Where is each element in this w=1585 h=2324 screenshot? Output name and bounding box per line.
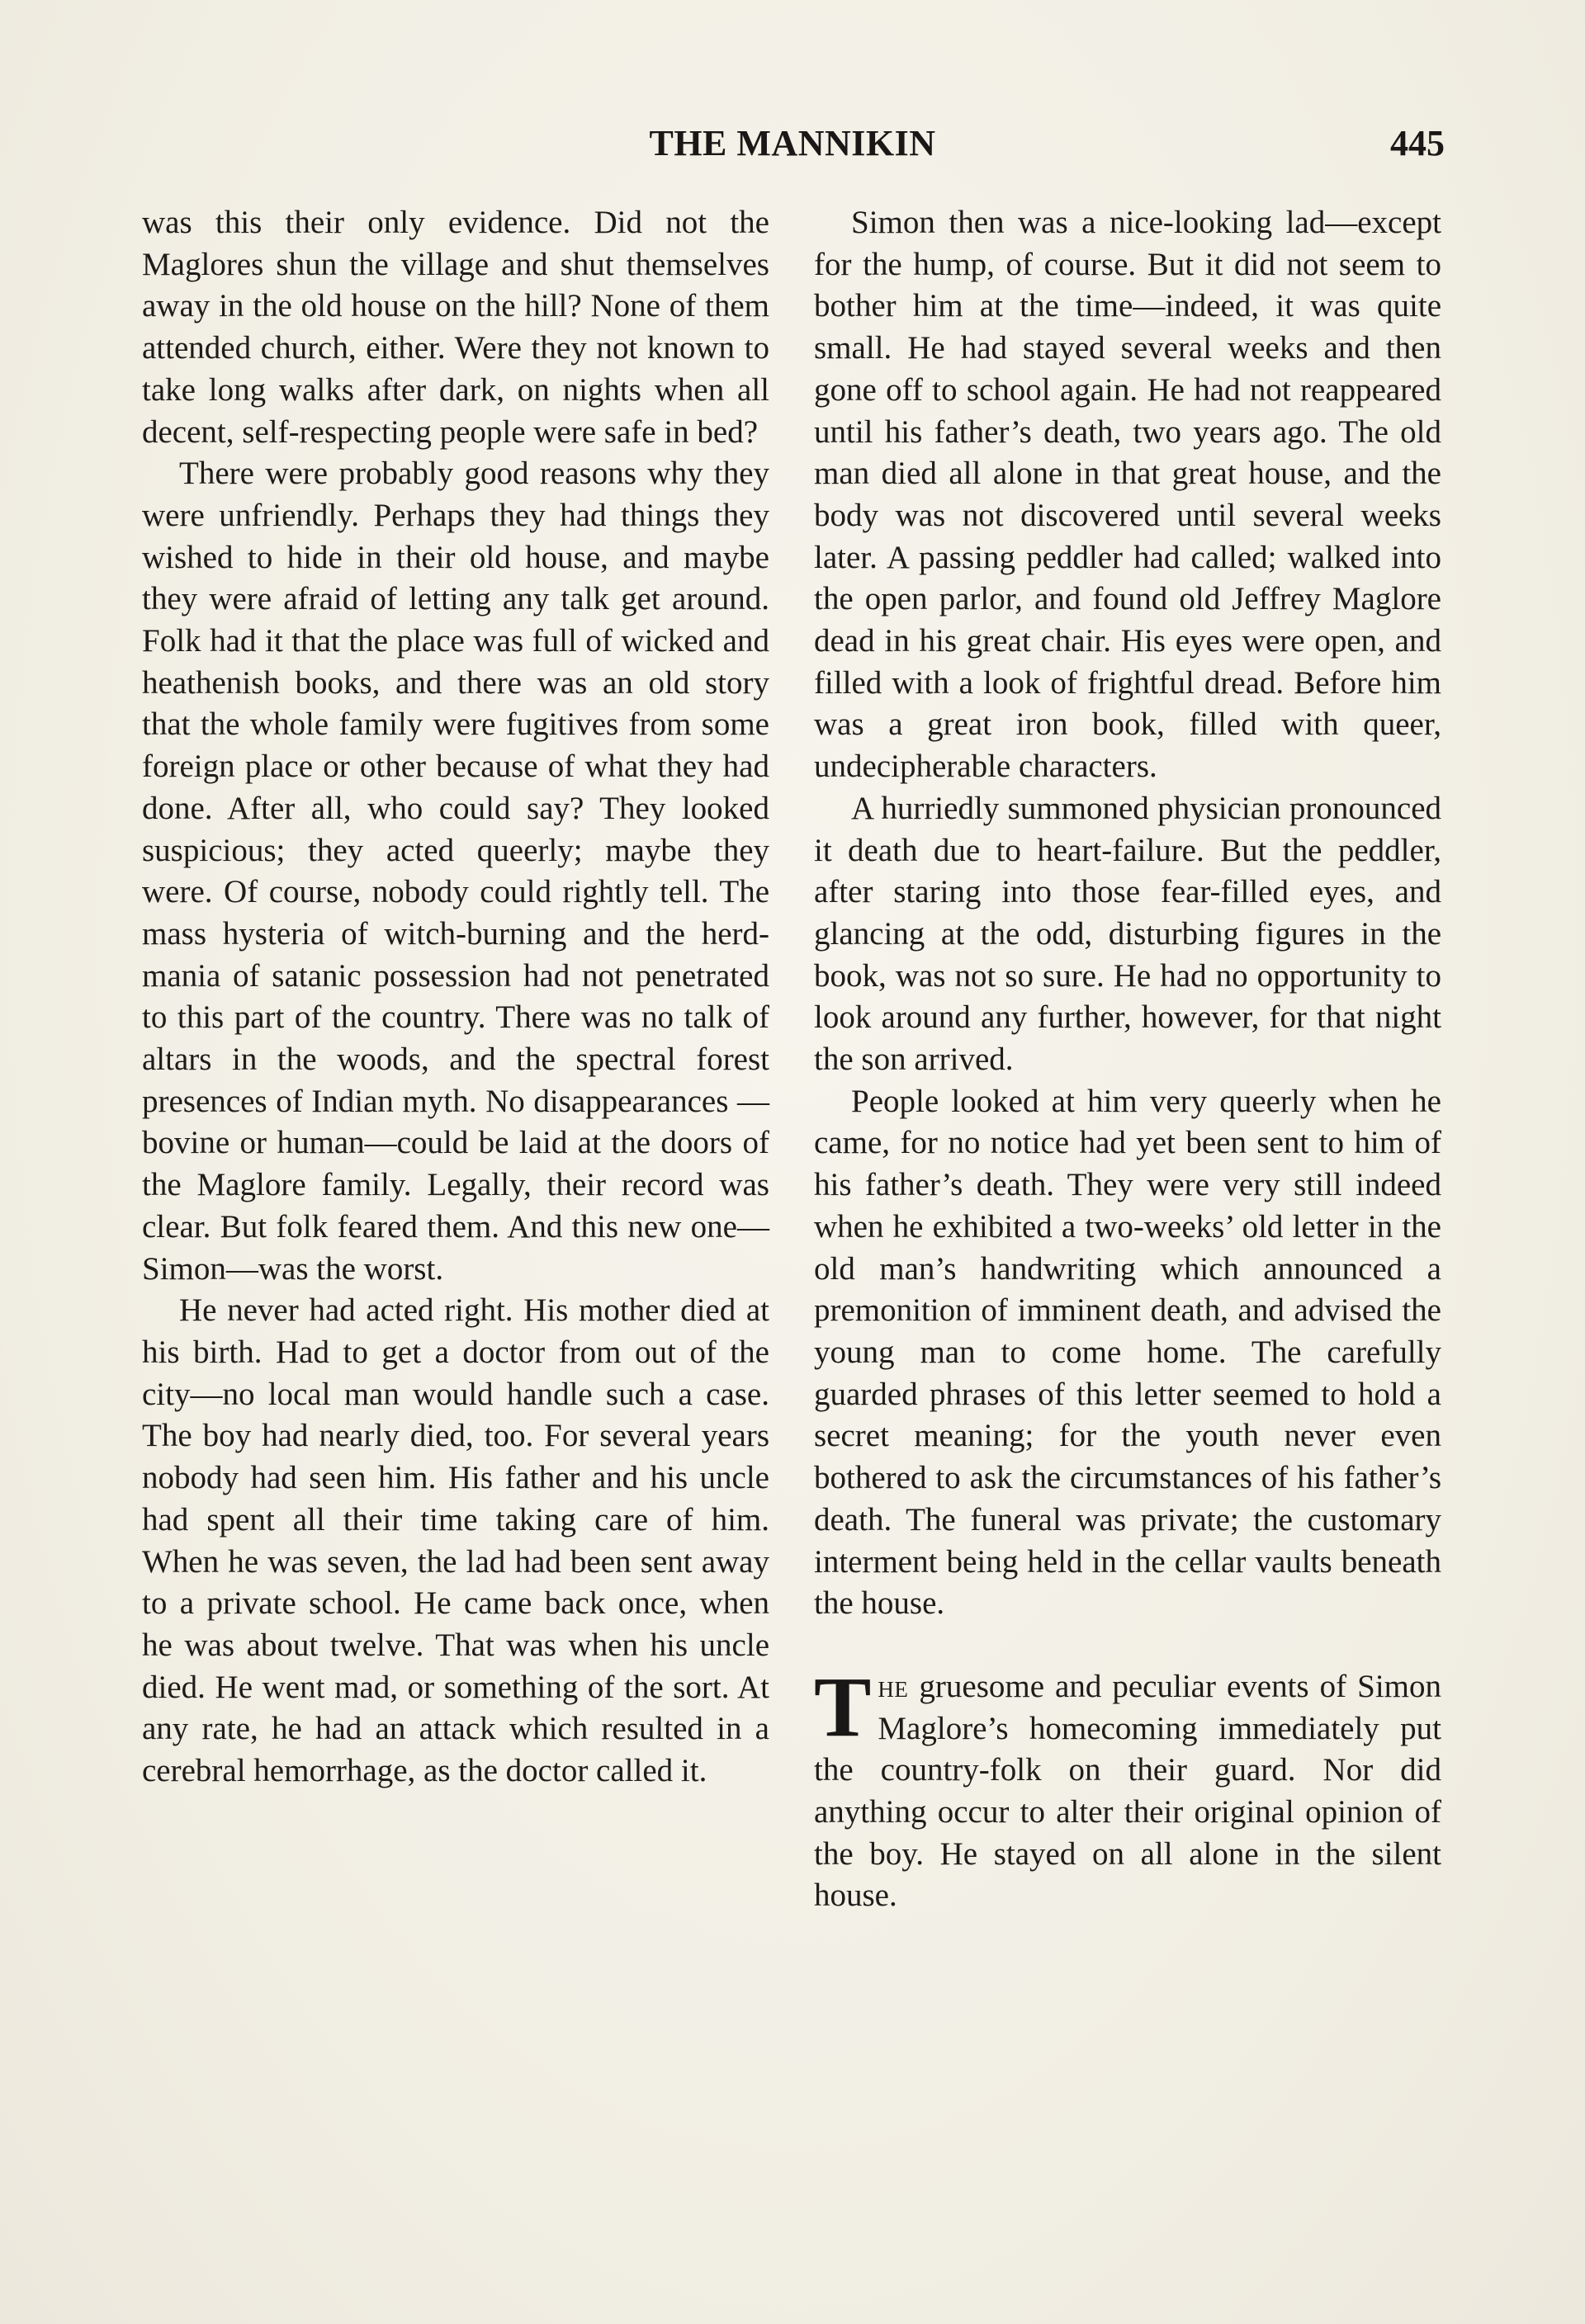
left-column [142, 202, 769, 1793]
running-title: THE MANNIKIN [649, 123, 936, 163]
paragraph: There were probably good reasons why they were unfriendly. Perhaps they had things they wished to hide in their old house, and maybe they were afraid of letting any talk get around. Folk had it that the place was full of wicked and heathenish books, and there was an old story that the whole family were fugitives from some foreign place or other because of what they had done. After all, who could say? They looked suspicious; they acted queerly; maybe they were. Of course, nobody could rightly tell. The mass hysteria of witch-burning and the herd-mania of satanic possession had not penetrated to this part of the country. There was no talk of altars in the woods, and the spectral forest presences of Indian myth. No disappearances —bovine or human—could be laid at the doors of the Maglore family. Legally, their record was clear. But folk feared them. And this new one—Simon—was the worst. [142, 456, 769, 1287]
paragraph: A hurriedly summoned physician pronounced it death due to heart-failure. But the peddler, after staring into those fear-filled eyes, and glancing at the odd, disturbing figures in the book, was not so sure. He had no opportunity to look around any further, however, for that night the son arrived. [814, 790, 1441, 1078]
page-number: 445 [1390, 123, 1445, 163]
small-caps-lead: he [878, 1668, 909, 1704]
paragraph: People looked at him very queerly when he came, for no notice had yet been sent to him of his father’s death. They were very still indeed when he exhibited a two-weeks’ old letter in the old man’s handwriting which announced a premonition of imminent death, and advised the young man to come home. The carefully guarded phrases of this letter seemed to hold a secret meaning; for the youth never even bothered to ask the circumstances of his father’s death. The funeral was private; the customary interment being held in the cellar vaults beneath the house. [814, 1083, 1441, 1622]
paragraph: was this their only evidence. Did not the Maglores shun the village and shut themselves away in the old house on the hill? None of them attended church, either. Were they not known to take long walks after dark, on nights when all decent, self-respecting people were safe in bed? [142, 205, 769, 450]
section-break [814, 1625, 1441, 1666]
section-text: gruesome and peculiar events of Simon Maglore’s homecoming immediately put the country-folk on their guard. Nor did anything occur to alter their original opinion of the boy. He stayed on all alone in the silent house. [814, 1668, 1441, 1914]
paragraph: He never had acted right. His mother died at his birth. Had to get a doctor from out of the city—no local man would handle such a case. The boy had nearly died, too. For several years nobody had seen him. His father and his uncle had spent all their time taking care of him. When he was seven, the lad had been sent away to a private school. He came back once, when he was about twelve. That was when his uncle died. He went mad, or something of the sort. At any rate, he had an attack which resulted in a cerebral hemorrhage, as the doctor called it. [142, 1292, 769, 1789]
paragraph: Simon then was a nice-looking lad—except for the hump, of course. But it did not seem to bother him at the time—indeed, it was quite small. He had stayed several weeks and then gone off to school again. He had not reappeared until his father’s death, two years ago. The old man died all alone in that great house, and the body was not discovered until several weeks later. A passing peddler had called; walked into the open parlor, and found old Jeffrey Maglore dead in his great chair. His eyes were open, and filled with a look of frightful dread. Before him was a great iron book, filled with queer, undecipherable characters. [814, 205, 1441, 785]
running-head [140, 116, 1445, 173]
right-column [814, 202, 1441, 1917]
drop-cap: T [814, 1659, 872, 1755]
section-opening-paragraph [814, 1659, 1441, 1917]
